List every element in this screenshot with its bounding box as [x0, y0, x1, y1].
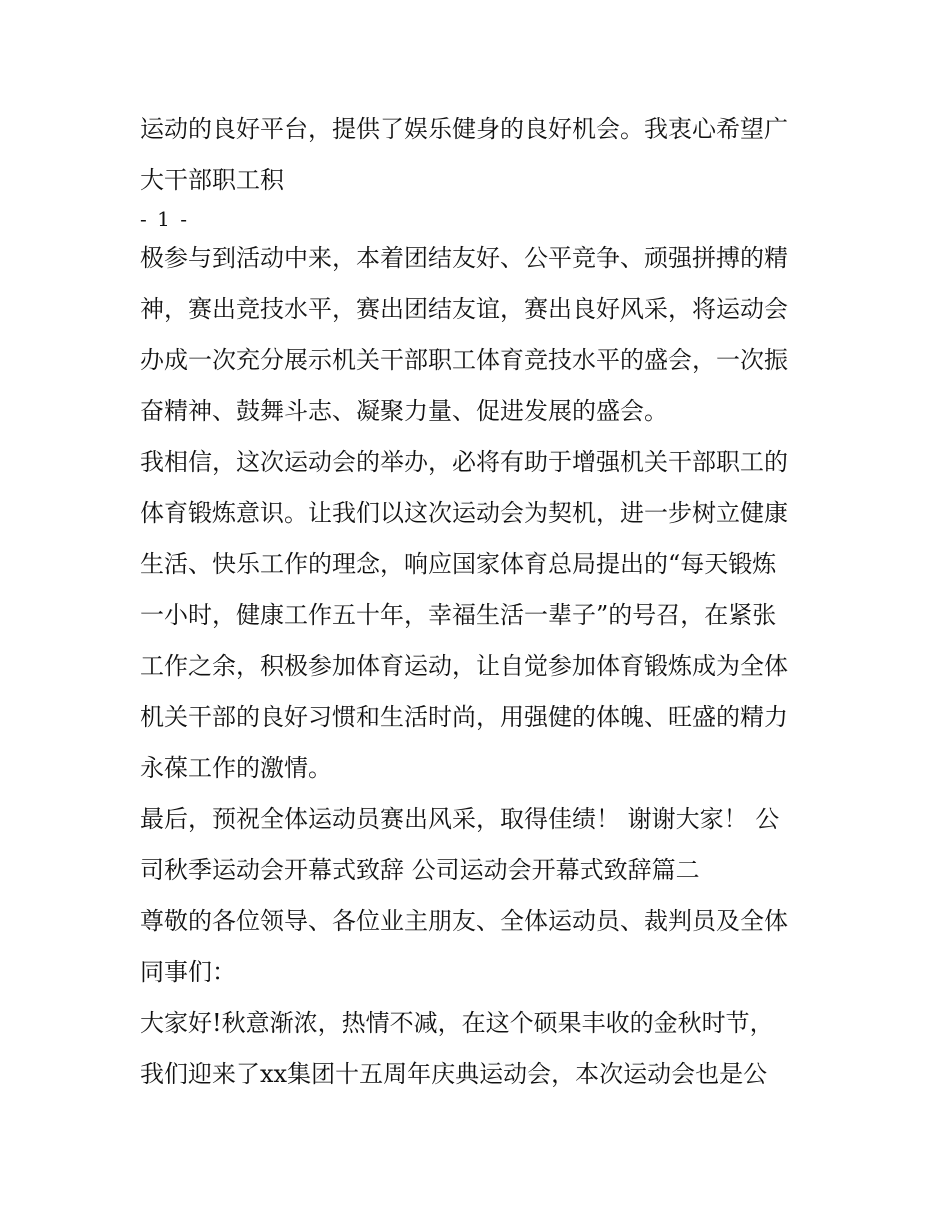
- text-line: 司秋季运动会开幕式致辞 公司运动会开幕式致辞篇二: [140, 856, 700, 884]
- text-line: 永葆工作的激情。: [140, 754, 332, 782]
- text-line: 大家好!秋意渐浓，热情不减，在这个硕果丰收的金秋时节，: [140, 1009, 774, 1037]
- text-line: 我相信，这次运动会的举办，必将有助于增强机关干部职工的: [140, 448, 788, 476]
- text-line: 体育锻炼意识。让我们以这次运动会为契机，进一步树立健康: [140, 499, 788, 527]
- document-body: [140, 104, 820, 1100]
- text-line: 奋精神、鼓舞斗志、凝聚力量、促进发展的盛会。: [140, 397, 668, 425]
- text-line: 同事们：: [140, 958, 236, 986]
- text-line: 一小时，健康工作五十年，幸福生活一辈子”的号召，在紧张: [140, 601, 777, 629]
- text-line: 办成一次充分展示机关干部职工体育竞技水平的盛会，一次振: [140, 346, 788, 374]
- text-line: 最后，预祝全体运动员赛出风采，取得佳绩！ 谢谢大家！ 公: [140, 805, 780, 833]
- text-line: 大干部职工积: [140, 166, 284, 194]
- text-line: 工作之余，积极参加体育运动，让自觉参加体育锻炼成为全体: [140, 652, 788, 680]
- text-line: 极参与到活动中来，本着团结友好、公平竞争、顽强拼搏的精: [140, 244, 788, 272]
- text-line: 机关干部的良好习惯和生活时尚，用强健的体魄、旺盛的精力: [140, 703, 788, 731]
- text-line: 尊敬的各位领导、各位业主朋友、全体运动员、裁判员及全体: [140, 907, 788, 935]
- text-line: 神，赛出竞技水平，赛出团结友谊，赛出良好风采，将运动会: [140, 295, 788, 323]
- text-line: 我们迎来了xx集团十五周年庆典运动会，本次运动会也是公: [140, 1060, 768, 1088]
- text-line: 运动的良好平台，提供了娱乐健身的良好机会。我衷心希望广: [140, 115, 788, 143]
- text-line: 生活、快乐工作的理念，响应国家体育总局提出的“每天锻炼: [140, 550, 777, 578]
- page-number: - 1 -: [140, 207, 189, 231]
